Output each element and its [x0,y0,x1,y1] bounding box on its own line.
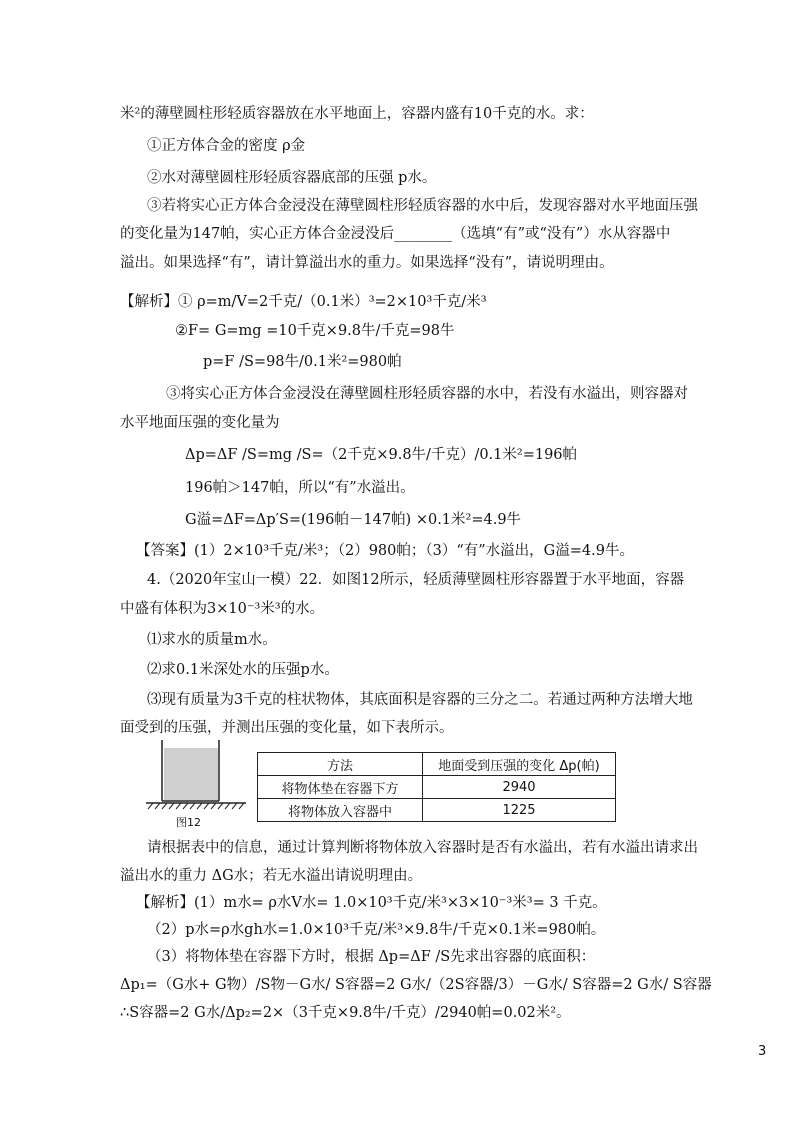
line-18: ⑵求0.1米深处水的压强p水。 [147,662,339,678]
line-0: 米²的薄壁圆柱形轻质容器放在水平地面上，容器内盛有10千克的水。求： [120,106,594,122]
line-10: 水平地面压强的变化量为 [120,415,280,431]
line-23: 【解析】(1）m水= ρ水V水= 1.0×10³千克/米³×3×10⁻³米³= 3 千克。 [136,895,607,911]
table-cell: 2940 [423,776,616,799]
line-11: Δp=ΔF /S=mg /S=（2千克×9.8牛/千克）/0.1米²=196帕 [185,447,578,463]
line-1: ①正方体合金的密度 ρ金 [147,138,306,154]
line-4: 的变化量为147帕，实心正方体合金浸没后________（选填“有”或“没有”）水从容器中 [120,226,671,242]
line-15: 4.（2020年宝山一模）22．如图12所示，轻质薄壁圆柱形容器置于水平地面，容器 [147,572,685,588]
table-header-cell: 地面受到压强的变化 Δp(帕) [423,753,616,776]
pressure-table [257,752,616,822]
table-row [258,776,616,799]
line-16: 中盛有体积为3×10⁻³米³的水。 [120,601,325,617]
line-21: 请根据表中的信息，通过计算判断将物体放入容器时是否有水溢出，若有水溢出请求出 [147,840,698,856]
water-fill [164,748,218,800]
ground-hatch [148,803,244,809]
line-20: 面受到的压强，并测出压强的变化量，如下表所示。 [120,720,454,736]
line-12: 196帕＞147帕，所以“有”水溢出。 [185,480,415,496]
page-number: 3 [758,1044,767,1059]
line-2: ②水对薄壁圆柱形轻质容器底部的压强 p水。 [147,170,437,186]
line-8: p=F /S=98牛/0.1米²=980帕 [203,354,402,370]
figure-container [140,740,250,840]
table-header-row [258,753,616,776]
table-row [258,799,616,822]
table-cell: 1225 [423,799,616,822]
line-22: 溢出水的重力 ΔG水；若无水溢出请说明理由。 [120,868,423,884]
line-14: 【答案】(1）2×10³千克/米³；（2）980帕；（3）“有”水溢出，G溢=4.9牛。 [136,543,634,559]
line-25: （3）将物体垫在容器下方时，根据 Δp=ΔF /S先求出容器的底面积： [147,949,596,965]
line-26: Δp₁=（G水+ G物）/S物－G水/ S容器=2 G水/（2S容器/3）－G水/ S容器=2 G水/ S容器 [120,977,712,993]
line-13: G溢=ΔF=Δp′S=(196帕－147帕) ×0.1米²=4.9牛 [185,512,522,528]
line-24: （2）p水=ρ水gh水=1.0×10³千克/米³×9.8牛/千克×0.1米=980帕。 [147,922,606,938]
line-17: ⑴求水的质量m水。 [147,632,277,648]
table-cell: 将物体垫在容器下方 [258,776,423,799]
figure-label: 图12 [176,816,201,829]
line-19: ⑶现有质量为3千克的柱状物体，其底面积是容器的三分之二。若通过两种方法增大地 [147,692,693,708]
line-7: ②F= G=mg =10千克×9.8牛/千克=98牛 [175,323,455,339]
table-cell: 将物体放入容器中 [258,799,423,822]
line-6: 【解析】① ρ=m/V=2千克/（0.1米）³=2×10³千克/米³ [120,294,487,310]
table-header-cell: 方法 [258,753,423,776]
line-9: ③将实心正方体合金浸没在薄壁圆柱形轻质容器的水中，若没有水溢出，则容器对 [166,386,688,402]
line-5: 溢出。如果选择“有”，请计算溢出水的重力。如果选择“没有”，请说明理由。 [120,255,614,271]
line-3: ③若将实心正方体合金浸没在薄壁圆柱形轻质容器的水中后，发现容器对水平地面压强 [147,198,698,214]
line-27: ∴S容器=2 G水/Δp₂=2×（3千克×9.8牛/千克）/2940帕=0.02米²。 [120,1005,571,1021]
